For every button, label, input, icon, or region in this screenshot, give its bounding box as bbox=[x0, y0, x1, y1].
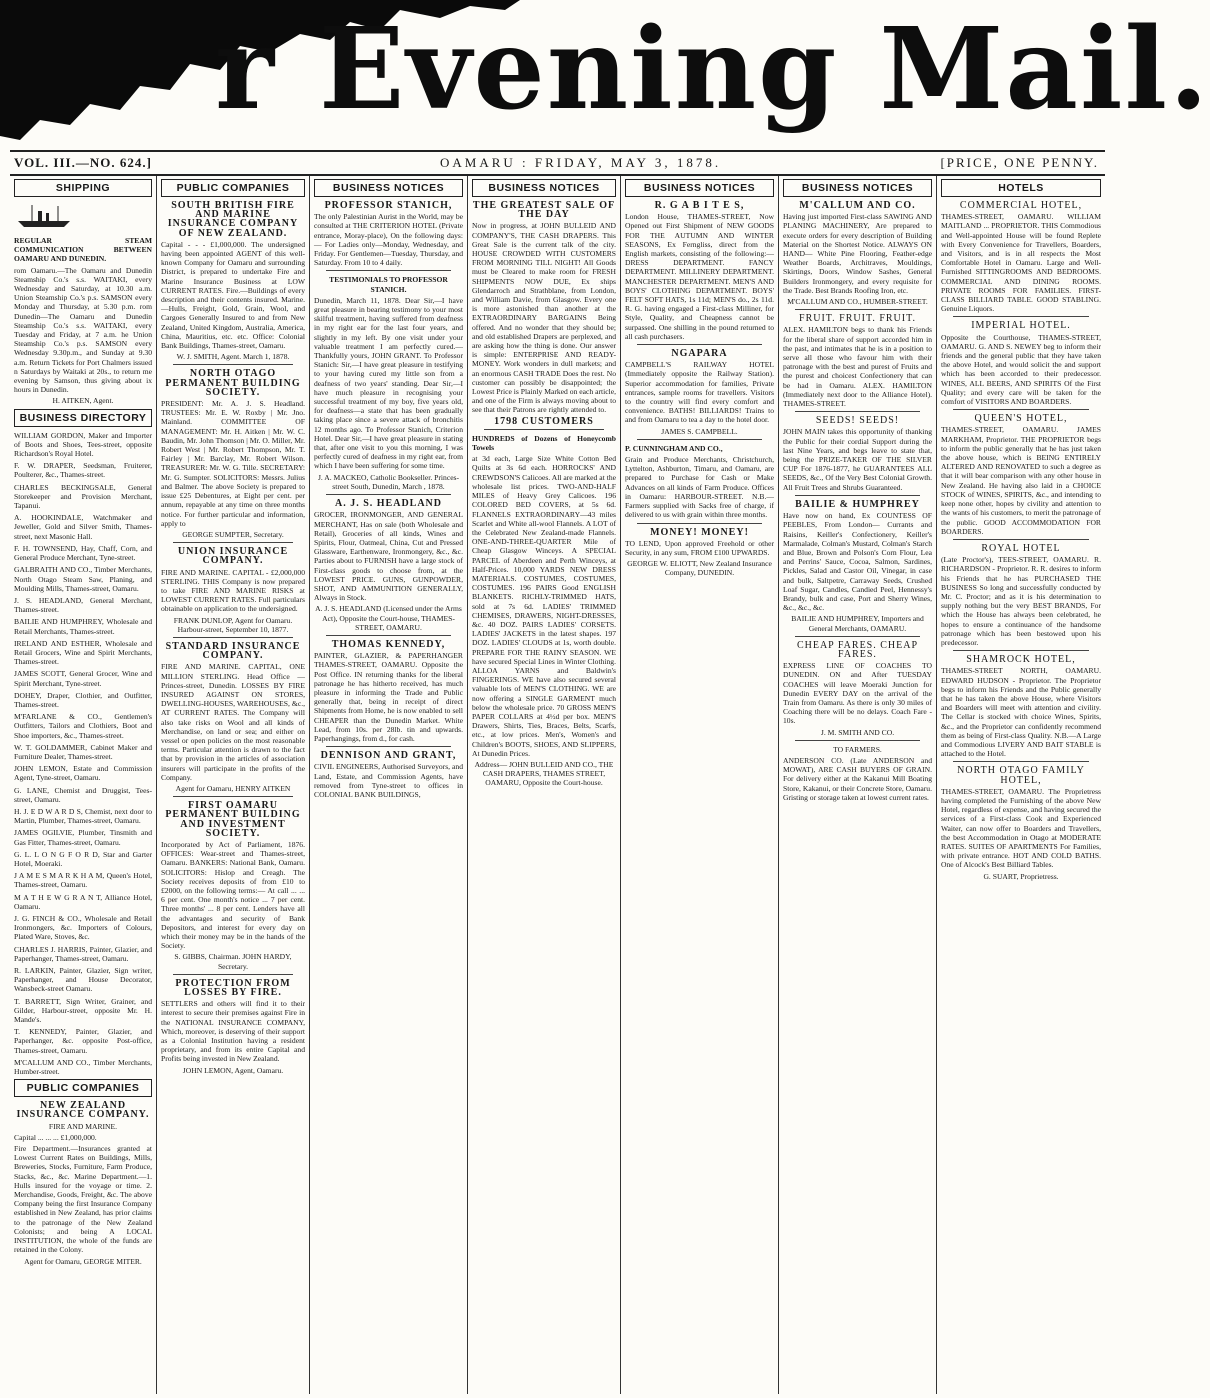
list-item: M'FARLANE & CO., Gentlemen's Outfitters, Tailors and Clothiers, Boot and Shoe importers, &c., Thames-street. bbox=[14, 712, 152, 740]
list-item: CHARLES J. HARRIS, Painter, Glazier, and Paperhanger, Thames-street, Oamaru. bbox=[14, 944, 152, 963]
column-6 bbox=[779, 176, 937, 1394]
list-item: A. HOOKINDALE, Watchmaker and Jeweller, Gold and Silver Smith, Thames-street, next Masonic Hall. bbox=[14, 513, 152, 541]
business-directory-list bbox=[14, 431, 152, 1077]
advertisement: TESTIMONIALS TO PROFESSOR STANICH. Dunedin, March 11, 1878. Dear Sir,—I have great pleasure in bearing testimony to your most skilful treatment, having suffered from deafness in my right ear for the last four years, and slightly in my left. By one visit under your valuable treatment I am perfectly cured.—Thankfully yours, JOHN GRANT. To Professor Stanich: Sir,—I have great pleasure in testifying to your having cured my little son from a deafness of two years' standing. Dear Sir,—I have much pleasure in recognising your successful treatment of my boy, five years old, for deafness—a state that has been gradually taking place since a severe attack of bronchitis 12 months ago. To Professor Stanich, Criterion Hotel. Dear Sir,—I have great pleasure in stating that, after one visit to you this morning, I was perfectly cured of deafness in my right ear, from which I have been suffering for some time. J. A. MACKEO, Catholic Bookseller. Princes-street South, Dunedin, March , 1878. bbox=[314, 275, 463, 491]
newspaper-title: r Evening Mail. bbox=[215, 4, 1210, 135]
divider bbox=[795, 740, 920, 741]
advertisement: COMMERCIAL HOTEL, THAMES-STREET, OAMARU. WILLIAM MAITLAND ... PROPRIETOR. THIS Commodious and Well-appointed House will be found Replete with Every Convenience for Travellers, Boarders, and Visitors, and is in all respects the Most Comfortable Hotel in Oamaru. Large and Well-Furnished SITTINGROOMS AND BEDROOMS. COMMERCIAL AND DINING ROOMS. PRIVATE ROOMS FOR FAMILIES. FIRST-CLASS BILLIARD TABLE. GOOD STABLING. Genuine Liquors. bbox=[941, 200, 1101, 314]
list-item: F. H. TOWNSEND, Hay, Chaff, Corn, and General Produce Merchant, Tyne-street. bbox=[14, 543, 152, 563]
advertisement: TO FARMERS. ANDERSON CO. (Late ANDERSON and MOWAT), ARE CASH BUYERS OF GRAIN. For delivery either at the Kakanui Mill Boating Store, Kakanui, or their Concrete Store, Oamaru. Gristing or storage taken at lowest current rates. bbox=[783, 744, 932, 802]
advertisement: THOMAS KENNEDY, PAINTER, GLAZIER, & PAPERHANGER THAMES-STREET, OAMARU. Opposite the Post Office. IN returning thanks for the liberal patronage he has hitherto received, has much pleasure in informing the Trade and Public generally that, being in receipt of direct Shipments from Home, he is now enabled to sell CHEAPER than the Dunedin Market. White Lead, from 10s. per 28lb. tin and upwards. Paperhangings, from d., for cash. bbox=[314, 638, 463, 743]
masthead bbox=[0, 0, 1210, 145]
list-item: M A T H E W G R A N T, Alliance Hotel, Oamaru. bbox=[14, 892, 152, 911]
list-item: M'CALLUM AND CO., Timber Merchants, Humber-street. bbox=[14, 1057, 152, 1077]
section-head-business-notices-2: BUSINESS NOTICES bbox=[472, 179, 616, 197]
divider bbox=[173, 364, 293, 365]
list-item: G. LANE, Chemist and Druggist, Tees-street, Oamaru. bbox=[14, 785, 152, 804]
divider bbox=[795, 636, 920, 637]
section-head-public-companies: PUBLIC COMPANIES bbox=[14, 1079, 152, 1097]
advertisement: ROYAL HOTEL (Late Proctor's), TEES-STREET, OAMARU. R. RICHARDSON - Proprietor. R. R. desires to inform his Friends that he has PURCHASED THE BUSINESS So long and successfully conducted by Mr. C. Proctor; and as it is his determination to supply nothing but the very BEST BRANDS, For which the House has always been celebrated, he hopes to ensure a continuance of the handsome patronage which has been bestowed upon his predecessor. bbox=[941, 542, 1101, 647]
issue-price: [PRICE, ONE PENNY. bbox=[940, 155, 1099, 170]
advertisement: SEEDS! SEEDS! JOHN MAIN takes this opportunity of thanking the Public for their cordial Support during the last Nine Years, and begs leave to state that, being the PRIZE-TAKER OF THE SILVER CUP For 1876-1877, he GUARANTEES ALL SEEDS, &c., Of the Very Best Colonial Growth. All Fruit Trees and Shrubs Guaranteed. bbox=[783, 415, 932, 492]
volume-number: VOL. III.—NO. 624.] bbox=[14, 155, 152, 170]
divider bbox=[173, 542, 293, 543]
divider bbox=[173, 637, 293, 638]
issue-date: OAMARU : FRIDAY, MAY 3, 1878. bbox=[440, 155, 722, 170]
divider bbox=[173, 974, 293, 975]
list-item: J A M E S M A R K H A M, Queen's Hotel, Thames-street, Oamaru. bbox=[14, 871, 152, 890]
advertisement: NORTH OTAGO FAMILY HOTEL, THAMES-STREET, OAMARU. The Proprietress having completed the Furnishing of the above New Hotel, regardless of expense, and having secured the services of a First-class Cook and Experienced Waiter, can now offer to Boarders and Travellers, the best Accommodation in Otago at MODERATE RATES. SUITES OF APARTMENTS For Families, with private entrance. HOT AND COLD BATHS. One of Alcock's Best Billiard Tables. G. SUART, Proprietress. bbox=[941, 765, 1101, 881]
advertisement: A. J. S. HEADLAND GROCER, IRONMONGER, AND GENERAL MERCHANT, Has on sale (both Wholesale and Retail), Groceries of all kinds, Wines and Spirits, Flour, Oatmeal, China, Cut and Pressed Glassware, Earthenware, Ironmongery, &c., &c. Parties about to FURNISH have a large stock of First-class goods to choose from, at the LOWEST PRICE. GUNS, GUNPOWDER, SHOT, AND AMMUNITION GENERALLY, Always in Stock. A. J. S. HEADLAND (Licensed under the Arms Act), Opposite the Court-house, THAMES-STREET, OAMARU. bbox=[314, 498, 463, 632]
list-item: JOHN LEMON, Estate and Commission Agent, Tyne-street, Oamaru. bbox=[14, 764, 152, 783]
divider bbox=[326, 746, 451, 747]
section-head-public-companies-2: PUBLIC COMPANIES bbox=[161, 179, 305, 197]
advertisement: M'CALLUM AND CO. Having just imported First-class SAWING AND PLANING MACHINERY, Are prepared to execute orders for every description of Building Material on the Shortest Notice. ALWAYS ON HAND— White Pine Flooring, Feather-edge Weather Boards, Architraves, Mouldings, Skirtings, Doors, Window Sashes, General Builders Ironmongery, and every requisite for the Trade. Best Brands Roofing Iron, etc. M'CALLUM AND CO., HUMBER-STREET. bbox=[783, 200, 932, 307]
newspaper-columns bbox=[10, 176, 1105, 1394]
list-item: T. BARRETT, Sign Writer, Grainer, and Gilder, Harbour-street, opposite Mr. H. Mande's. bbox=[14, 996, 152, 1025]
column-7 bbox=[937, 176, 1105, 1394]
advertisement: FRUIT. FRUIT. FRUIT. ALEX. HAMILTON begs to thank his Friends for the liberal share of support accorded him in the past, and intimates that he is in a position to serve all those who favour him with their patronage with the best and purest of Fruits and the purest and choicest Confectionery that can be had in Oamaru. ALEX. HAMILTON (Immediately next door to the Alliance Hotel). THAMES-STREET. bbox=[783, 313, 932, 409]
section-head-business-notices-3: BUSINESS NOTICES bbox=[625, 179, 774, 197]
divider bbox=[953, 539, 1089, 540]
list-item: T. KENNEDY, Painter, Glazier, and Paperhanger, &c. opposite Post-office, Thames-street, Oamaru. bbox=[14, 1027, 152, 1055]
column-2 bbox=[157, 176, 310, 1394]
steamship-icon bbox=[14, 203, 74, 229]
advertisement: P. CUNNINGHAM AND CO., Grain and Produce Merchants, Christchurch, Lyttelton, Ashburton, Timaru, and Oamaru, are prepared to Purchase for Cash or Make Advances on all kinds of Farm Produce. Offices in Oamaru: HARBOUR-STREET. N.B.—Farmers supplied with Sacks free of charge, if delivered to us with grain within three months. bbox=[625, 443, 774, 520]
column-5 bbox=[621, 176, 779, 1394]
advertisement: MONEY! MONEY! TO LEND, Upon approved Freehold or other Security, in any sum, FROM £100 UPWARDS. GEORGE W. ELIOTT, New Zealand Insurance Company, DUNEDIN. bbox=[625, 526, 774, 578]
list-item: J. S. HEADLAND, General Merchant, Thames-street. bbox=[14, 595, 152, 615]
advertisement: STANDARD INSURANCE COMPANY. FIRE AND MARINE. CAPITAL, ONE MILLION STERLING. Head Office — Princes-street, Dunedin. LOSSES BY FIRE INSURED AGAINST ON STORES, DWELLING-HOUSES, WAREHOUSES, &c., AT CURRENT RATES. The Company will also take risks on Wool and all kinds of Merchandise, on land or sea; and either on vessel or open policies on the most reasonable terms. Particular attention is drawn to the fact that by provision in the articles of association insurers will participate in the profits of the Company. Agent for Oamaru, HENRY AITKEN bbox=[161, 640, 305, 793]
list-item: W. T. GOLDAMMER, Cabinet Maker and Furniture Dealer, Thames-street. bbox=[14, 742, 152, 761]
divider bbox=[795, 495, 920, 496]
section-head-business-notices-1: BUSINESS NOTICES bbox=[314, 179, 463, 197]
list-item: R. LARKIN, Painter, Glazier, Sign writer, Paperhanger, and House Decorator, Wansbeck-street Oamaru. bbox=[14, 966, 152, 994]
divider bbox=[326, 635, 451, 636]
list-item: WILLIAM GORDON, Maker and Importer of Boots and Shoes, Tees-street, opposite Richardson's Royal Hotel. bbox=[14, 430, 152, 459]
divider bbox=[326, 494, 451, 495]
advertisement: PROTECTION FROM LOSSES BY FIRE. SETTLERS and others will find it to their interest to secure their premises against Fire in the NATIONAL INSURANCE COMPANY, Which, moreover, is deserving of their support as a Colonial Institution having a resident proprietary, and from its entire Capital and Profits being invested in New Zealand. JOHN LEMON, Agent, Oamaru. bbox=[161, 977, 305, 1075]
advertisement: PROFESSOR STANICH, The only Palestinian Aurist in the World, may be consulted at THE CRITERION HOTEL (Private entrance, Moray-place), On the following days:— For Ladies only—Monday, Wednesday, and Friday. For Gentlemen—Tuesday, Thursday, and Saturday. From 10 to 4 daily. bbox=[314, 200, 463, 268]
divider bbox=[795, 411, 920, 412]
shipping-notice: REGULAR STEAM COMMUNICATION BETWEEN OAMARU AND DUNEDIN. rom Oamaru.—The Oamaru and Dunedin Steamship Co.'s s.s. WAITAKI, every Wednesday and Saturday, at 10.30 a.m. Union Steamship Co.'s p.s. SAMSON every Monday and Thursday, at 5.30 p.m. rom Dunedin—The Oamaru and Dunedin Steamship Co.'s s.s. WAITAKI, every Tuesday and Friday, at 7 a.m. he Union Steamship Co.'s p.s. SAMSON every Wednesday 9.30p.m., and Sunday at 9.30 a.m. Return Tickets for Port Chalmers issued n Saturdays by Waitaki at 20s., to return me evening by Samson, thus giving about ix hours in Dunedin. H. AITKEN, Agent. bbox=[14, 236, 152, 406]
advertisement: FIRST OAMARU PERMANENT BUILDING AND INVESTMENT SOCIETY. Incorporated by Act of Parliament, 1876. OFFICES: Wear-street and Thames-street, Oamaru. BANKERS: National Bank, Oamaru. SOLICITORS: Hislop and Creagh. The Society receives deposits of from £10 to £2000, on the following terms:— At call ... ... 6 per cent. One month's notice ... 7 per cent. Three months' ... 8 per cent. Lenders have all the advantages and security of Bank Depositors, and interest for every day on which their money may be in the hands of the Society. S. GIBBS, Chairman. JOHN HARDY, Secretary. bbox=[161, 800, 305, 971]
divider bbox=[637, 439, 762, 440]
list-item: JAMES OGILVIE, Plumber, Tinsmith and Gas Fitter, Thames-street, Oamaru. bbox=[14, 828, 152, 847]
divider bbox=[173, 796, 293, 797]
column-1 bbox=[10, 176, 157, 1394]
advertisement: SOUTH BRITISH FIRE AND MARINE INSURANCE COMPANY OF NEW ZEALAND. Capital - - - £1,000,000. The undersigned having been appointed AGENT of this well-known Company for Oamaru and surrounding District, is prepared to undertake Fire and Marine Insurance Business at LOW CURRENT RATES. Fire.—Buildings of every description and their contents insured. Marine.—Hulls, Freight, Gold, Grain, Wool, and Cargoes Generally Insured to and from New Zealand, United Kingdom, Australia, America, China, Mauritius, etc. etc. Office: Colonial Bank Buildings, Thames-street, Oamaru. W. J. SMITH, Agent. March 1, 1878. bbox=[161, 200, 305, 362]
list-item: JAMES SCOTT, General Grocer, Wine and Spirit Merchant, Tyne-street. bbox=[14, 669, 152, 688]
advertisement: QUEEN'S HOTEL, THAMES-STREET, OAMARU. JAMES MARKHAM, Proprietor. THE PROPRIETOR begs to inform the public generally that he has just taken the above house, which is BEING ENTIRELY ALTERED AND RENOVATED to such a degree as that it will bear comparison with any other house in New Zealand. He having also laid in a CHOICE STOCK of WINES, SPIRITS, &c., and intending to keep none other, hopes by civility and attention to the wants of his customers, to merit the patronage of the public. GOOD ACCOMMODATION FOR BOARDERS. bbox=[941, 413, 1101, 536]
section-head-shipping: SHIPPING bbox=[14, 179, 152, 197]
divider bbox=[953, 409, 1089, 410]
list-item: BAILIE AND HUMPHREY, Wholesale and Retail Merchants, Thames-street. bbox=[14, 617, 152, 636]
list-item: H. J. E D W A R D S, Chemist, next door to Martin, Plumber, Thames-street, Oamaru. bbox=[14, 806, 152, 826]
column-4 bbox=[468, 176, 621, 1394]
column-3 bbox=[310, 176, 468, 1394]
section-head-business-directory: BUSINESS DIRECTORY bbox=[14, 409, 152, 427]
divider bbox=[953, 650, 1089, 651]
nz-insurance-ad: NEW ZEALAND INSURANCE COMPANY. FIRE AND MARINE. Capital ... ... ... £1,000,000. Fire Department.—Insurances granted at Lowest Current Rates on Buildings, Mills, Breweries, Stocks, Furniture, Farm Produce, Stacks, &c., &c. Marine Department.—1. Hulls insured for the voyage or time. 2. Merchandise, Goods, Freight, &c. The above Company being the first Insurance Company established in New Zealand, has prior claims to the patronage of the New Zealand Colonists; and being A LOCAL INSTITUTION, the whole of the funds are retained in the Colony. Agent for Oamaru, GEORGE MITER. bbox=[14, 1100, 152, 1266]
advertisement: NORTH OTAGO PERMANENT BUILDING SOCIETY. PRESIDENT: Mr. A. J. S. Headland. TRUSTEES: Mr. E. W. Roxby | Mr. Jno. Mainland. COMMITTEE OF MANAGEMENT: Mr. H. Aitken | Mr. W. C. Baudin, Mr. John Thomson | Mr. O. Miller, Mr. Robert West | Mr. Robert Thompson, Mr. T. Fairley | Mr. Barclay, Mr. Robert Wilson. TREASURER: Mr. W. G. Tille. SECRETARY: Mr. G. Sumpter. SOLICITORS: Messrs. Julius and Balmer. The above Society is prepared to issue £25 Debentures, at Eight per cent. per annum, repayable at any time on three months notice. For further particular and information, apply to GEORGE SUMPTER, Secretary. bbox=[161, 368, 305, 539]
list-item: F. W. DRAPER, Seedsman, Fruiterer, Poulterer, &c., Thames-street. bbox=[14, 461, 152, 480]
list-item: CHARLES BECKINGSALE, General Storekeeper and Provision Merchant, Tapanui. bbox=[14, 482, 152, 511]
list-item: G. L. L O N G F O R D, Star and Garter Hotel, Moeraki. bbox=[14, 849, 152, 868]
advertisement: UNION INSURANCE COMPANY. FIRE AND MARINE. CAPITAL - £2,000,000 STERLING. THIS Company is now prepared to take FIRE AND MARINE RISKS at LOWEST CURRENT RATES. Full particulars obtainable on application to the undersigned. FRANK DUNLOP, Agent for Oamaru. Harbour-street, September 10, 1877. bbox=[161, 546, 305, 634]
advertisement: CHEAP FARES. CHEAP FARES. EXPRESS LINE OF COACHES TO DUNEDIN. ON and After TUESDAY COACHES will leave Moeraki Junction for Dunedin EVERY DAY on the arrival of the Train from Oamaru. As there is only 30 miles of Coaching there will be no delays. Coach Fare - 10s. J. M. SMITH AND CO. bbox=[783, 639, 932, 737]
dateline bbox=[10, 150, 1105, 176]
section-head-business-notices-4: BUSINESS NOTICES bbox=[783, 179, 932, 197]
list-item: DOHEY, Draper, Clothier, and Outfitter, Thames-street. bbox=[14, 690, 152, 709]
divider bbox=[637, 344, 762, 345]
divider bbox=[953, 761, 1089, 762]
divider bbox=[795, 309, 920, 310]
divider bbox=[484, 429, 604, 430]
list-item: J. G. FINCH & CO., Wholesale and Retail Ironmongers, &c. Importers of Colours, Plated Ware, Stoves, &c. bbox=[14, 914, 152, 942]
advertisement: SHAMROCK HOTEL, THAMES-STREET NORTH, OAMARU. EDWARD HUDSON - Proprietor. The Proprietor begs to inform his Friends and the Public generally that he has taken the above House, where Visitors and Boarders will meet with attention and civility. The Cellar is stocked with choice Wines, Spirits, &c., and the Proprietor can confidently recommend them as being of First-class Quality. N.B.—A Large and Commodious LIVERY AND BAIT STABLE is attached to the Hotel. bbox=[941, 654, 1101, 759]
divider bbox=[637, 523, 762, 524]
advertisement: HUNDREDS of Dozens of Honeycomb Towels at 3d each, Large Size White Cotton Bed Quilts at 3s 6d each. HORROCKS' AND CREWDSON'S Calicoes. All are marked at the wholesale list prices. TWO-AND-HALF MILES of Heavy Grey Calicoes. 196 COLORED BED COVERS, at 5s 6d. FLANNELS EXTRAORDINARY—43 miles Scarlet and White all-wool Flannels. A LOT of the Celebrated New Zealand-made Flannels. ONE-AND-THREE-QUARTER Mile of Cheap Glasgow Winceys. A SPECIAL PARCEL of Aberdeen and Perth Winceys, at Half-Prices. 10,000 YARDS NEW DRESS MATERIALS. COSTUMES, COSTUMES, COSTUMES. 196 PAIRS Good ENGLISH BLANKETS. RICHLY-TRIMMED HATS, sold at 7s 6d. LADIES' TRIMMED CHEMISES, DRAWERS, NIGHT-DRESSES, &c. 40 DOZ. PAIRS LADIES' CORSETS. LADIES' JACKETS in the latest shapes. 197 DOZ. LADIES' CLOUDS at 1s, worth double. PREPARE FOR THE RAINY SEASON. WE have secured Special Lines in Winter Clothing. ALLOA YARNS and Baldwin's FINGERINGS. WE have also secured several valuable lots of MEN'S CLOTHING. WE are now offering a SINGLE GARMENT much below the wholesale price. 70 GROSS MEN'S PAPER COLLARS at 4½d per box. MEN'S Drawers, Shirts, Ties, Braces, Belts, Scarfs, etc., at low prices. Men's, Women's and Children's BOOTS, SHOES, AND SLIPPERS, At Dunedin Prices. Address— JOHN BULLEID AND CO., THE CASH DRAPERS, THAMES STREET, OAMARU, Opposite the Court-house. bbox=[472, 433, 616, 788]
advertisement: NGAPARA CAMPBELL'S RAILWAY HOTEL (Immediately opposite the Railway Station). Superior accommodation for families, Private entrances, sample rooms for travellers. Visitors to the country will find every comfort and convenience. BATHS! BILLIARDS! Trains to and from Oamaru to tea a day to the hotel door. JAMES S. CAMPBELL. bbox=[625, 348, 774, 436]
divider bbox=[953, 316, 1089, 317]
section-head-hotels: HOTELS bbox=[941, 179, 1101, 197]
advertisement: THE GREATEST SALE OF THE DAY Now in progress, at JOHN BULLEID AND COMPANY'S, THE CASH DRAPERS. This Great Sale is the current talk of the city. HOUSE CROWDED WITH CUSTOMERS FROM MORNING TILL NIGHT! All Goods must be Cleared to make room for FRESH SHIPMENTS NOW DUE, Ex ships Glendarroch and Strathblane, from London, and William Davie, from Glasgow. Every one is more astonished than another at the EXTRAORDINARY BARGAINS Being offered. And no wonder that they should be; and old established Drapers are perplexed, and are asking how the thing is done. Our answer is simple: ENTERPRISE AND READY-MONEY. Work wonders in dull markets; and an enormous CASH TRADE Does the rest. No customer can possibly be disappointed; the Lowest Price is Plainly Marked on each article, and one of the Firm is always moving about to see that their Patrons are rightly attended to. 1798 CUSTOMERS bbox=[472, 200, 616, 427]
advertisement: BAILIE & HUMPHREY Have now on hand, Ex COUNTESS OF PEEBLES, From London— Currants and Raisins, Keiller's Confectionery, Keiller's Marmalade, Colman's Mustard, Colman's Starch and Blue, Brown and Polson's Corn Flour, Lea and Perrins' Sauce, Cocoa, Salmon, Sardines, Pickles, Salad and Castor Oil, Vinegar, in case and bulk, Saltpetre, Carraway Seeds, Crushed Loaf Sugar, Candles, Candied Peel, Hennessy's Brandy, bulk and case, Port and Sherry Wines, &c., &c., &c. BAILIE AND HUMPHREY, Importers and General Merchants, OAMARU. bbox=[783, 498, 932, 633]
list-item: GALBRAITH AND CO., Timber Merchants, North Otago Steam Saw, Planing, and Moulding Mills, Thames-street, Oamaru. bbox=[14, 565, 152, 593]
advertisement: R. G A B I T E S, London House, THAMES-STREET, Now Opened out First Shipment of NEW GOODS FOR THE AUTUMN AND WINTER SEASONS, Ex Ferngliss, direct from the English markets, consisting of the following:— DRESS DEPARTMENT. FANCY DEPARTMENT. MILLINERY DEPARTMENT. MANCHESTER DEPARTMENT. MEN'S AND BOYS' CLOTHING DEPARTMENT. BOYS' FELT SOFT HATS, 1s 11d; MEN'S do., 2s 11d. R. G. having engaged a First-class Milliner, for Style, Quality, and Cheapness cannot be surpassed. One shilling in the pound returned to all cash purchasers. bbox=[625, 200, 774, 341]
advertisement: DENNISON AND GRANT, CIVIL ENGINEERS, Authorised Surveyors, and Land, Estate, and Commission Agents, have removed from Tyne-street to offices in COLONIAL BANK BUILDINGS, bbox=[314, 750, 463, 799]
divider bbox=[326, 270, 451, 271]
list-item: IRELAND AND ESTHER, Wholesale and Retail Grocers, Wine and Spirit Merchants, Thames-street. bbox=[14, 638, 152, 667]
advertisement: IMPERIAL HOTEL. Opposite the Courthouse, THAMES-STREET, OAMARU. G. AND S. NEWEY beg to inform their friends and the general public that they have taken the above Hotel, and would solicit the and support which has been accorded to their predecessor. WINES, ALL BEERS, AND SPIRITS Of the First Quality; and every care will be taken for the comfort of VISITORS AND BOARDERS. bbox=[941, 320, 1101, 407]
